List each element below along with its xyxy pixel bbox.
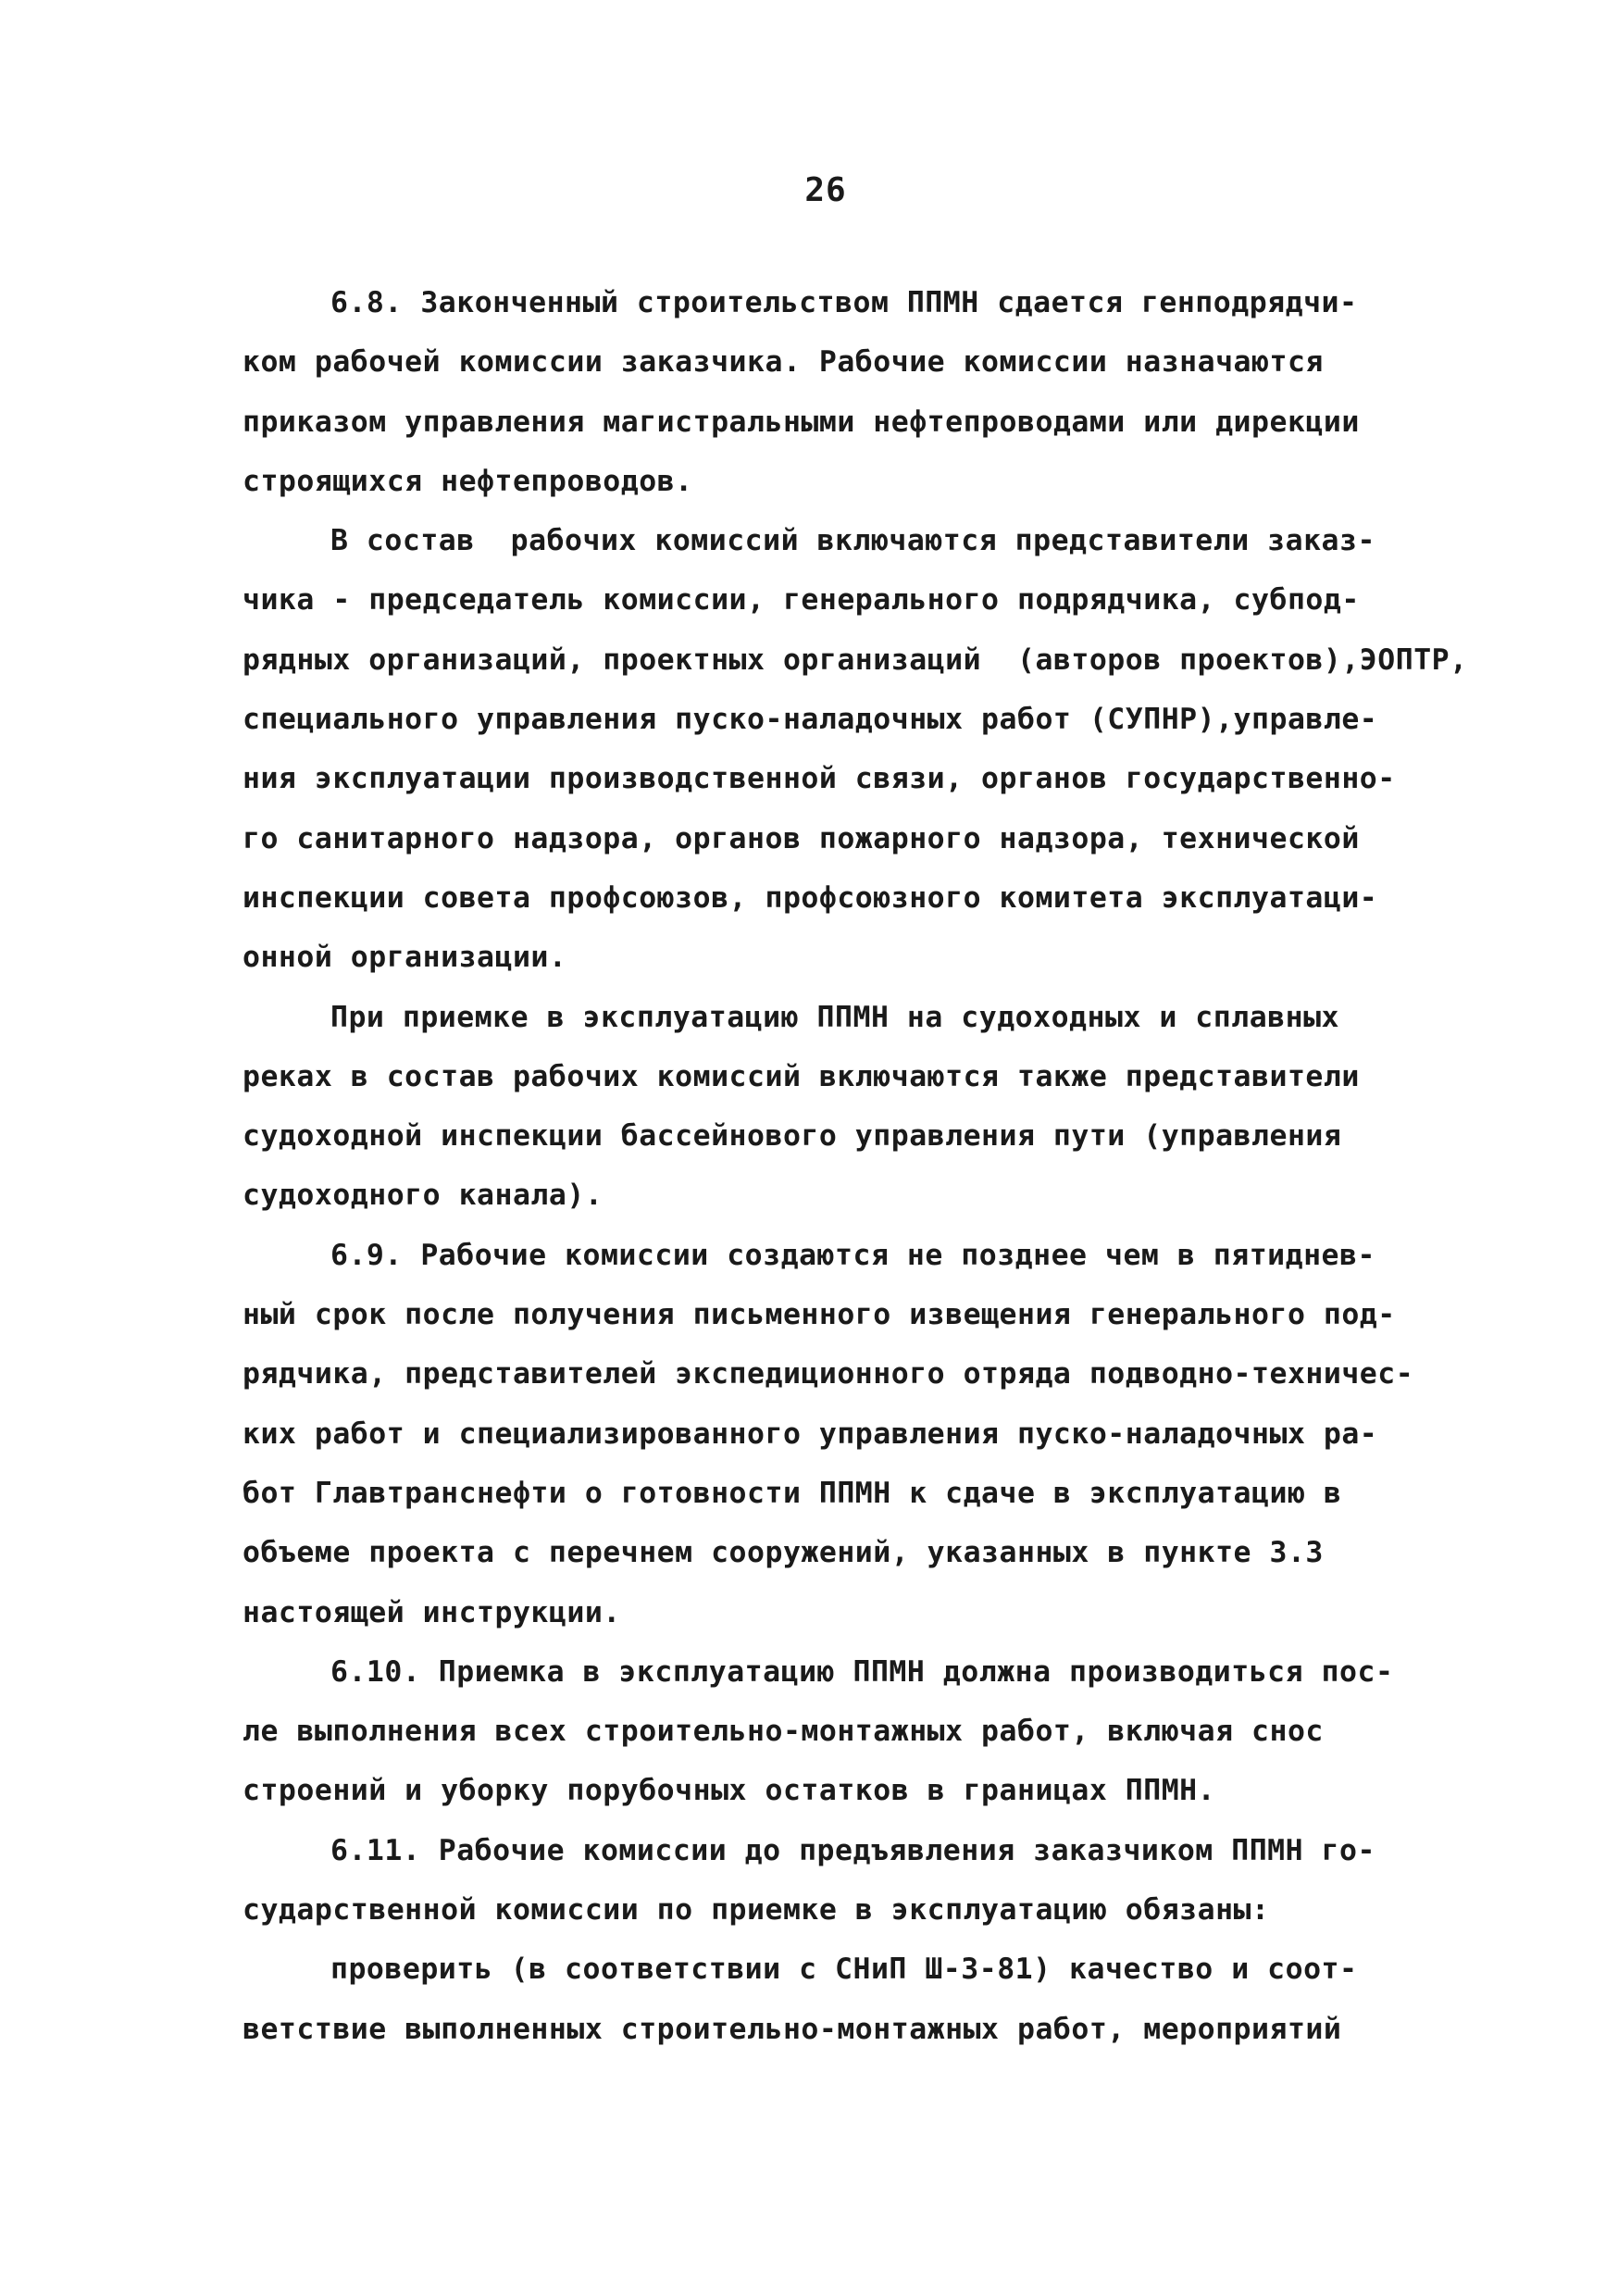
text-line: чика - председатель комиссии, генерального подрядчика, субпод- <box>243 583 1360 618</box>
text-line: го санитарного надзора, органов пожарного надзора, технической <box>243 821 1360 855</box>
text-line: ком рабочей комиссии заказчика. Рабочие комиссии назначаются <box>243 345 1324 380</box>
text-line: проверить (в соответствии с СНиП Ш-3-81) качество и соот- <box>330 1953 1358 1987</box>
text-line: При приемке в эксплуатацию ППМН на судоходных и сплавных <box>330 1000 1340 1034</box>
text-line: приказом управления магистральными нефтепроводами или дирекции <box>243 405 1360 439</box>
text-line: инспекции совета профсоюзов, профсоюзного комитета эксплуатаци- <box>243 880 1378 915</box>
text-line: настоящей инструкции. <box>243 1595 621 1629</box>
text-line: ный срок после получения письменного извещения генерального под- <box>243 1298 1396 1332</box>
text-line: ния эксплуатации производственной связи, органов государственно- <box>243 762 1396 796</box>
text-line: онной организации. <box>243 941 567 975</box>
text-line: реках в состав рабочих комиссий включаются также представители <box>243 1059 1360 1093</box>
text-line: рядных организаций, проектных организаций (авторов проектов),ЭОПТР, <box>243 643 1468 677</box>
text-line: 6.11. Рабочие комиссии до предъявления заказчиком ППМН го- <box>330 1833 1375 1867</box>
paragraph-composition <box>243 511 1474 987</box>
text-line: строящихся нефтепроводов. <box>243 464 693 498</box>
paragraph-6-11 <box>243 1821 1474 1940</box>
text-line: строений и уборку порубочных остатков в границах ППМН. <box>243 1774 1216 1808</box>
text-line: бот Главтранснефти о готовности ППМН к сдаче в эксплуатацию в <box>243 1476 1342 1510</box>
document-body <box>243 273 1474 2059</box>
text-line: объеме проекта с перечнем сооружений, указанных в пункте 3.3 <box>243 1536 1324 1570</box>
text-line: судоходной инспекции бассейнового управления пути (управления <box>243 1119 1342 1154</box>
paragraph-6-9 <box>243 1226 1474 1642</box>
text-line: ких работ и специализированного управления пуско-наладочных ра- <box>243 1416 1378 1451</box>
paragraph-6-10 <box>243 1642 1474 1821</box>
page-number: 26 <box>804 171 847 209</box>
paragraph-6-8 <box>243 273 1474 511</box>
text-line: специального управления пуско-наладочных работ (СУПНР),управле- <box>243 703 1378 737</box>
text-line: 6.8. Законченный строительством ППМН сдается генподрядчи- <box>330 286 1358 319</box>
text-line: В состав рабочих комиссий включаются представители заказ- <box>330 524 1375 558</box>
text-line: сударственной комиссии по приемке в эксплуатацию обязаны: <box>243 1893 1270 1928</box>
text-line: рядчика, представителей экспедиционного отряда подводно-техничес- <box>243 1357 1414 1391</box>
paragraph-navigable-rivers <box>243 988 1474 1226</box>
text-line: ветствие выполненных строительно-монтажных работ, мероприятий <box>243 2012 1342 2046</box>
text-line: ле выполнения всех строительно-монтажных работ, включая снос <box>243 1715 1324 1749</box>
text-line: 6.9. Рабочие комиссии создаются не позднее чем в пятиднев- <box>330 1238 1375 1272</box>
paragraph-check <box>243 1940 1474 2059</box>
text-line: судоходного канала). <box>243 1179 604 1213</box>
text-line: 6.10. Приемка в эксплуатацию ППМН должна производиться пос- <box>330 1654 1394 1689</box>
